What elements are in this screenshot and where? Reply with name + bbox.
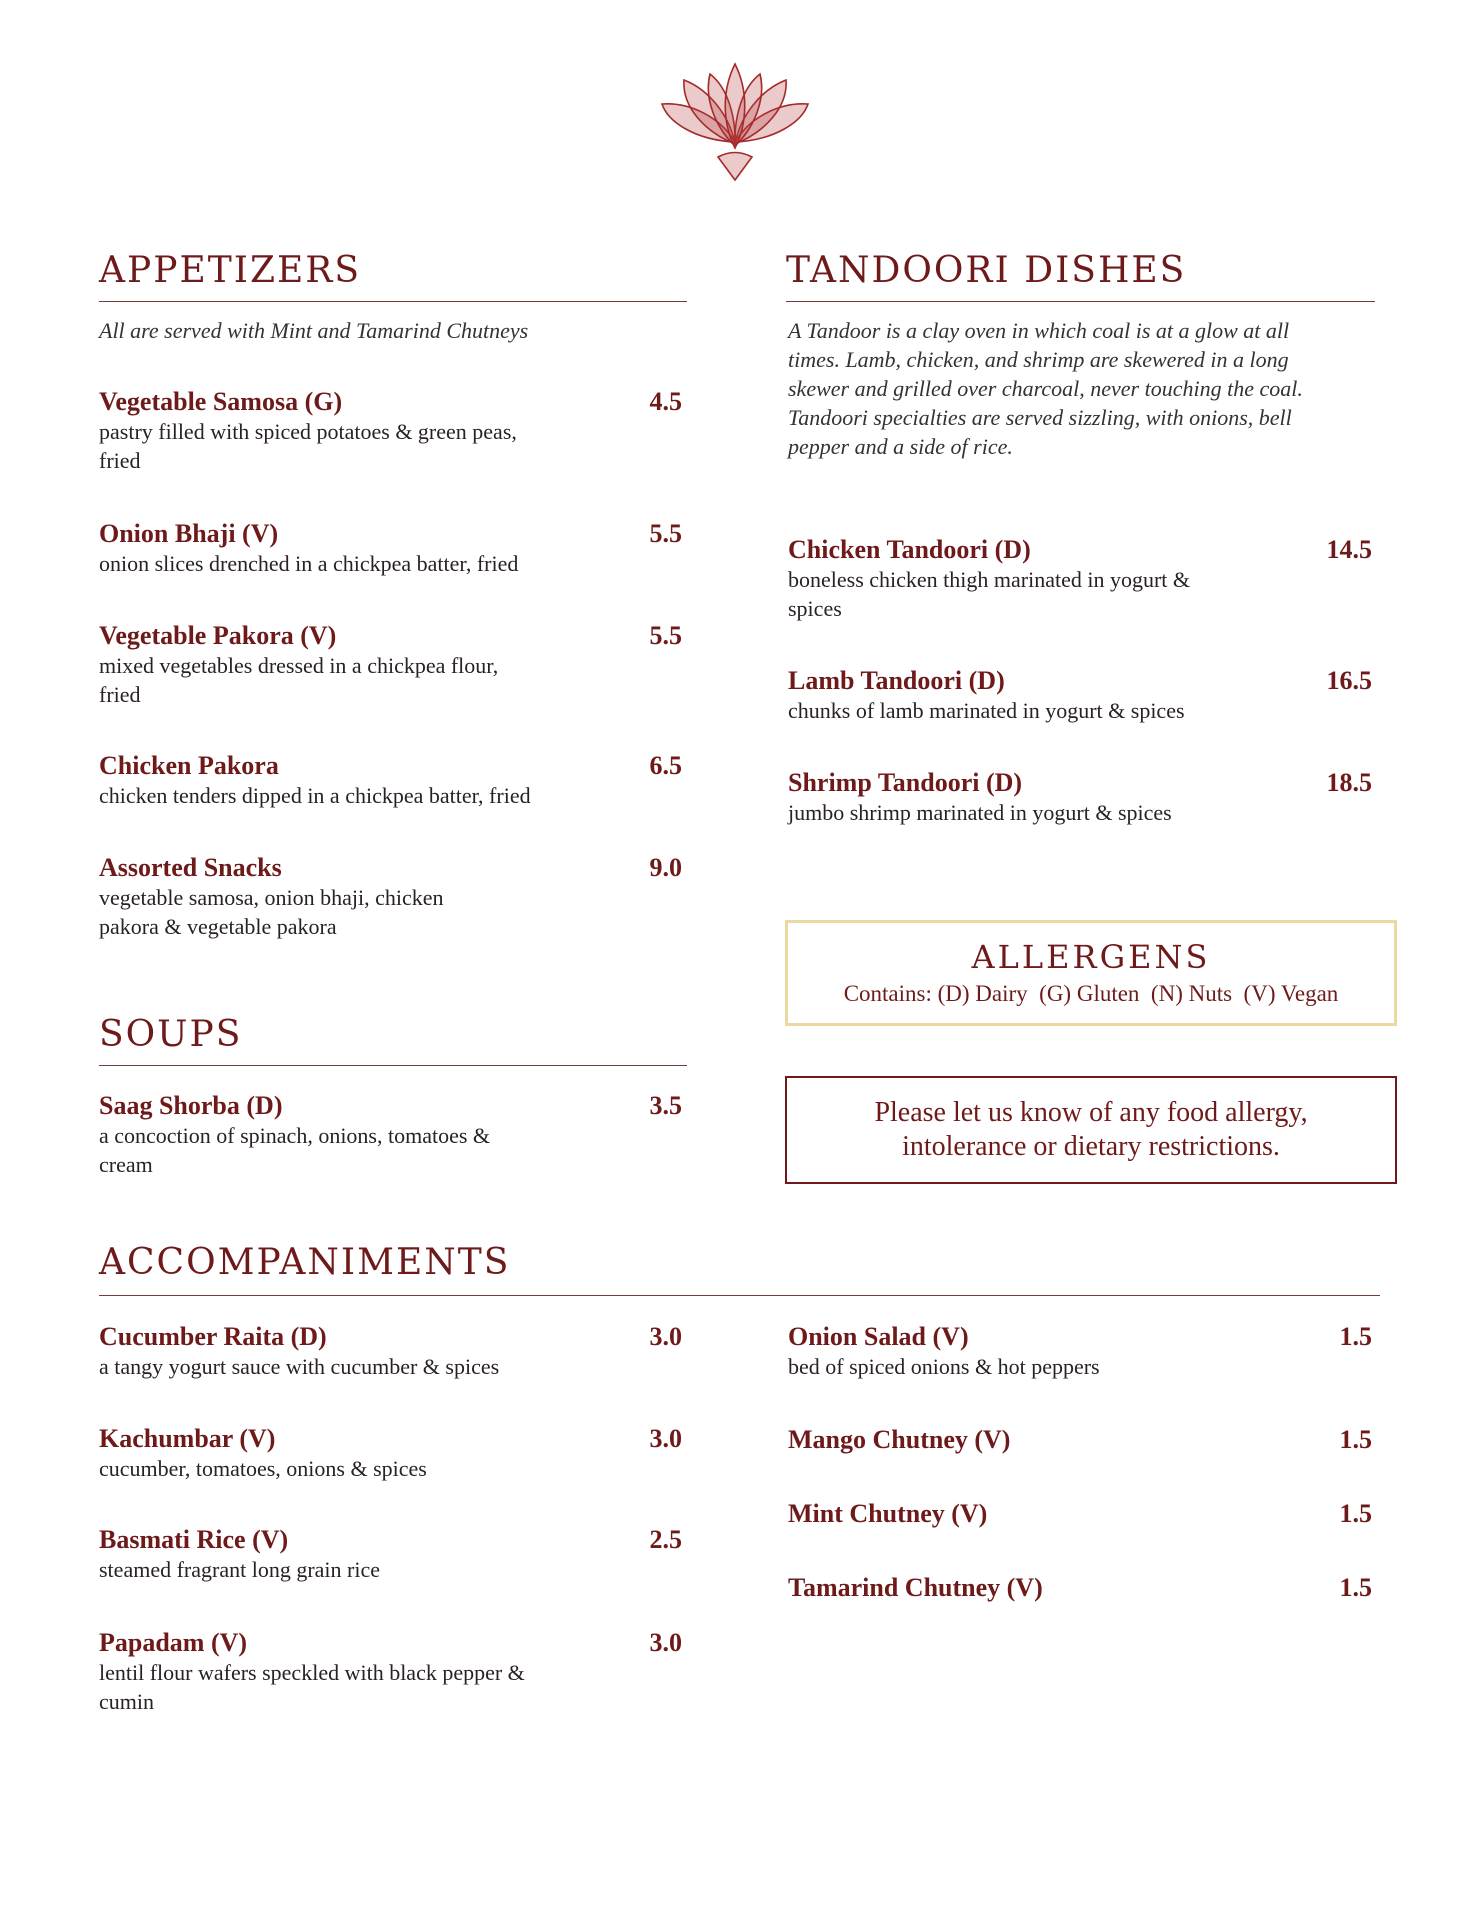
item-name: Papadam (V) [99,1628,248,1657]
item-name: Cucumber Raita (D) [99,1322,327,1351]
item-name: Mango Chutney (V) [788,1425,1011,1454]
item-name: Onion Bhaji (V) [99,519,279,548]
item-name: Vegetable Samosa (G) [99,387,343,416]
menu-item [99,1322,682,1381]
item-price: 6.5 [649,751,682,780]
item-name: Kachumbar (V) [99,1424,276,1453]
item-description: pastry filled with spiced potatoes & green peas, fried [99,419,517,473]
accompaniments-divider [99,1295,1380,1296]
item-description: a concoction of spinach, onions, tomatoes & cream [99,1123,491,1177]
item-price: 4.5 [649,387,682,416]
allergens-box [785,920,1397,1026]
item-name: Shrimp Tandoori (D) [788,768,1023,797]
item-description: boneless chicken thigh marinated in yogurt & spices [788,567,1191,621]
tandoori-divider [786,301,1375,302]
item-price: 3.0 [649,1322,682,1351]
notice-line-1: Please let us know of any food allergy, [874,1097,1308,1128]
item-name: Chicken Pakora [99,751,279,780]
menu-item [99,751,682,810]
lotus-icon [660,62,810,182]
menu-item [788,666,1372,725]
allergy-notice-box [785,1076,1397,1184]
item-price: 2.5 [649,1525,682,1554]
item-description: steamed fragrant long grain rice [99,1557,380,1582]
item-name: Basmati Rice (V) [99,1525,289,1554]
accompaniments-title: ACCOMPANIMENTS [99,1242,511,1283]
menu-item [99,519,682,578]
item-name: Vegetable Pakora (V) [99,621,337,650]
item-description: a tangy yogurt sauce with cucumber & spices [99,1354,500,1379]
item-name: Mint Chutney (V) [788,1499,988,1528]
item-price: 1.5 [1339,1425,1372,1454]
menu-item [99,1091,682,1179]
allergens-title: ALLERGENS [971,938,1211,976]
item-description: chunks of lamb marinated in yogurt & spices [788,698,1185,723]
tandoori-intro: A Tandoor is a clay oven in which coal is at a glow at all times. Lamb, chicken, and shrimp are skewered in a long skewer and grilled over charcoal, never touching the coal. Tandoori specialties are served sizzling, with onions, bell pepper and a side of rice. [788,318,1303,459]
menu-item [788,535,1372,623]
menu-item [788,1322,1372,1381]
item-price: 3.5 [649,1091,682,1120]
item-price: 1.5 [1339,1499,1372,1528]
menu-item [788,1499,1372,1529]
item-price: 1.5 [1339,1573,1372,1602]
item-name: Lamb Tandoori (D) [788,666,1005,695]
item-description: jumbo shrimp marinated in yogurt & spices [788,800,1172,825]
item-description: bed of spiced onions & hot peppers [788,1354,1100,1379]
item-name: Assorted Snacks [99,853,282,882]
tandoori-title: TANDOORI DISHES [786,250,1187,291]
item-description: onion slices drenched in a chickpea batter, fried [99,551,519,576]
allergens-legend: Contains: (D) Dairy (G) Gluten (N) Nuts (V) Vegan [843,981,1339,1006]
item-name: Tamarind Chutney (V) [788,1573,1043,1602]
item-price: 1.5 [1339,1322,1372,1351]
item-description: lentil flour wafers speckled with black pepper & cumin [99,1660,525,1714]
item-price: 3.0 [649,1628,682,1657]
notice-line-2: intolerance or dietary restrictions. [902,1131,1280,1162]
item-name: Chicken Tandoori (D) [788,535,1031,564]
item-description: vegetable samosa, onion bhaji, chicken pakora & vegetable pakora [99,885,444,939]
appetizers-intro: All are served with Mint and Tamarind Chutneys [99,318,529,343]
item-name: Onion Salad (V) [788,1322,969,1351]
item-price: 18.5 [1326,768,1372,797]
menu-item [99,1424,682,1483]
menu-item [99,1628,682,1716]
menu-item [99,387,682,475]
item-description: chicken tenders dipped in a chickpea batter, fried [99,783,531,808]
menu-item [99,1525,682,1584]
item-price: 14.5 [1326,535,1372,564]
item-price: 5.5 [649,519,682,548]
soups-divider [99,1065,687,1066]
menu-item [788,1573,1372,1603]
menu-item [788,1425,1372,1455]
item-price: 3.0 [649,1424,682,1453]
item-description: cucumber, tomatoes, onions & spices [99,1456,427,1481]
item-name: Saag Shorba (D) [99,1091,283,1120]
item-description: mixed vegetables dressed in a chickpea flour, fried [99,653,499,707]
menu-item [99,853,682,941]
menu-item [788,768,1372,827]
soups-title: SOUPS [99,1014,243,1055]
item-price: 16.5 [1326,666,1372,695]
appetizers-divider [99,301,687,302]
appetizers-title: APPETIZERS [99,250,362,291]
item-price: 9.0 [649,853,682,882]
item-price: 5.5 [649,621,682,650]
menu-item [99,621,682,709]
